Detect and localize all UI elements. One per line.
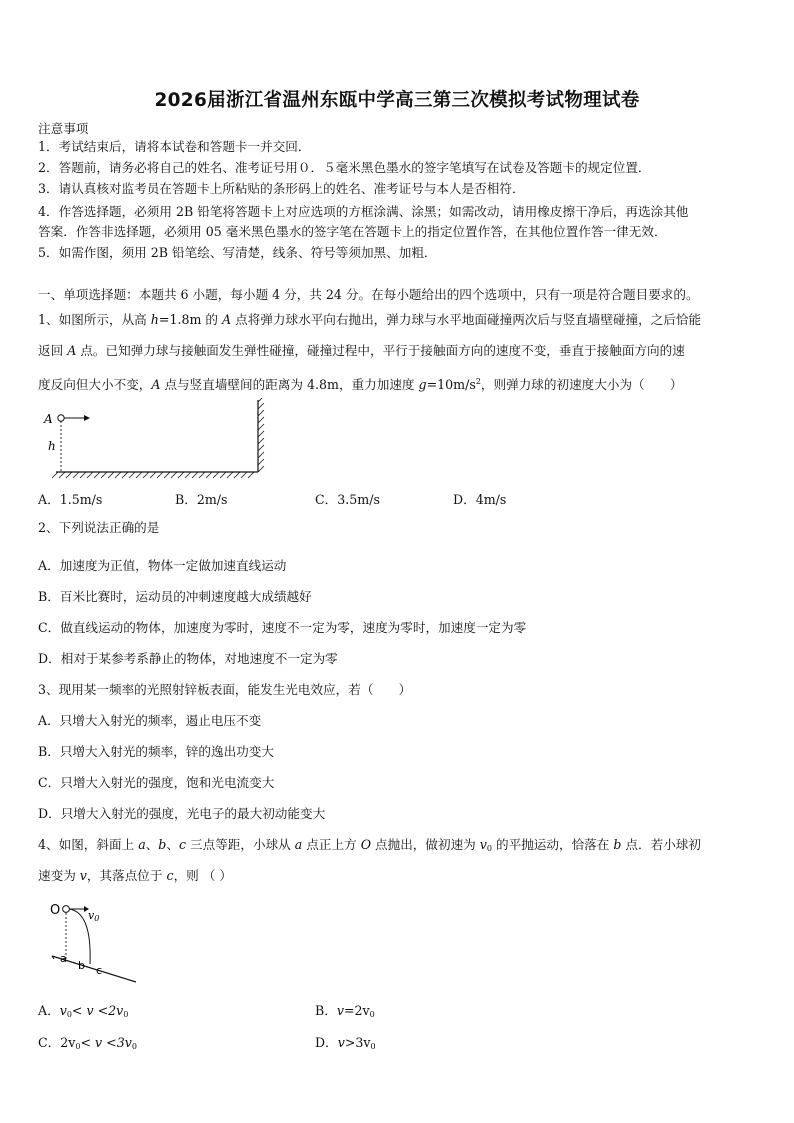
q1-option-d[interactable]: D．4m/s — [453, 492, 507, 507]
page-title: 2026届浙江省温州东瓯中学高三第三次模拟考试物理试卷 — [154, 90, 640, 111]
q4-stem-line-2: 速变为 v，其落点位于 c，则 （ ） — [38, 868, 232, 883]
q4-label-a: a — [60, 952, 67, 965]
q4-option-b[interactable]: B．$v=2v_0$ — [315, 1003, 375, 1019]
q4-option-a[interactable]: A．$v_0< v <2v_0$ — [38, 1003, 129, 1019]
q1-label-A: A — [44, 412, 53, 426]
q1-option-b[interactable]: B．2m/s — [175, 492, 228, 507]
q1-option-a[interactable]: A．1.5m/s — [38, 492, 103, 507]
notice-heading: 注意事项 — [38, 121, 89, 136]
notice-item-1: 1．考试结束后，请将本试卷和答题卡一并交回． — [38, 139, 311, 154]
q1-ground-hatch — [52, 472, 254, 478]
q1-stem-line-1: 1、如图所示，从高 h=1.8m 的 A 点将弹力球水平向右抛出，弹力球与水平地面碰撞两次后与竖直墙壁碰撞，之后恰能 — [38, 312, 702, 327]
q2-option-c[interactable]: C．做直线运动的物体，加速度为零时，速度不一定为零，速度为零时，加速度一定为零 — [38, 620, 527, 635]
notice-item-3: 3．请认真核对监考员在答题卡上所粘贴的条形码上的姓名、准考证号与本人是否相符． — [38, 181, 525, 196]
section-heading: 一、单项选择题：本题共 6 小题，每小题 4 分，共 24 分。在每小题给出的四个选项中，只有一项是符合题目要求的。 — [38, 287, 699, 302]
q4-label-O: O — [50, 903, 61, 918]
q4-ball-O — [63, 906, 70, 913]
q1-stem-line-3: 度反向但大小不变，A 点与竖直墙壁间的距离为 4.8m，重力加速度 $g=10m/s^2$，则弹力球的初速度大小为（ ） — [38, 377, 683, 393]
q2-option-d[interactable]: D．相对于某参考系静止的物体，对地速度不一定为零 — [38, 651, 338, 666]
q1-stem-line-2: 返回 A 点。已知弹力球与接触面发生弹性碰撞，碰撞过程中，平行于接触面方向的速度不变，垂直于接触面方向的速 — [38, 343, 685, 358]
q3-stem: 3、现用某一频率的光照射锌板表面，能发生光电效应，若（ ） — [38, 682, 412, 697]
notice-item-4-cont: 答案．作答非选择题，必须用 05 毫米黑色墨水的签字笔在答题卡上的指定位置作答，在其他位置作答一律无效． — [38, 224, 667, 239]
q4-stem-line-1: 4、如图，斜面上 a、b、c 三点等距，小球从 a 点正上方 O 点抛出，做初速为 $v_0$ 的平抛运动，恰落在 b 点．若小球初 — [38, 837, 701, 853]
q4-option-d[interactable]: D．$v>3v_0$ — [315, 1035, 376, 1051]
notice-item-2: 2．答题前，请务必将自己的姓名、准考证号用０．５毫米黑色墨水的签字笔填写在试卷及答题卡的规定位置． — [38, 160, 651, 175]
q1-wall-hatch — [258, 398, 264, 472]
notice-item-5: 5．如需作图，须用 2B 铅笔绘、写清楚，线条、符号等须加黑、加粗． — [38, 245, 437, 260]
q4-label-b: b — [78, 959, 85, 972]
q3-option-b[interactable]: B．只增大入射光的频率，锌的逸出功变大 — [38, 744, 274, 759]
q4-label-c: c — [96, 964, 103, 977]
q2-stem: 2、下列说法正确的是 — [38, 520, 160, 535]
q1-figure — [34, 398, 270, 480]
q4-option-c[interactable]: C．$2v_0< v <3v_0$ — [38, 1035, 137, 1051]
q1-arrowhead — [84, 415, 90, 421]
q3-option-c[interactable]: C．只增大入射光的强度，饱和光电流变大 — [38, 775, 275, 790]
q2-option-b[interactable]: B．百米比赛时，运动员的冲刺速度越大成绩越好 — [38, 589, 312, 604]
notice-item-4: 4．作答选择题，必须用 2B 铅笔将答题卡上对应选项的方框涂满、涂黑；如需改动，请用橡皮擦干净后，再选涂其他 — [38, 204, 689, 219]
q1-option-c[interactable]: C．3.5m/s — [315, 492, 380, 507]
q3-option-a[interactable]: A．只增大入射光的频率，遏止电压不变 — [38, 713, 262, 728]
q4-figure — [40, 898, 150, 986]
q1-label-h: h — [48, 439, 56, 453]
q4-trajectory — [69, 909, 90, 964]
q3-option-d[interactable]: D．只增大入射光的强度，光电子的最大初动能变大 — [38, 806, 326, 821]
q2-option-a[interactable]: A．加速度为正值，物体一定做加速直线运动 — [38, 558, 287, 573]
q1-ball-A — [58, 415, 64, 421]
q4-label-v: v0 — [88, 909, 100, 923]
